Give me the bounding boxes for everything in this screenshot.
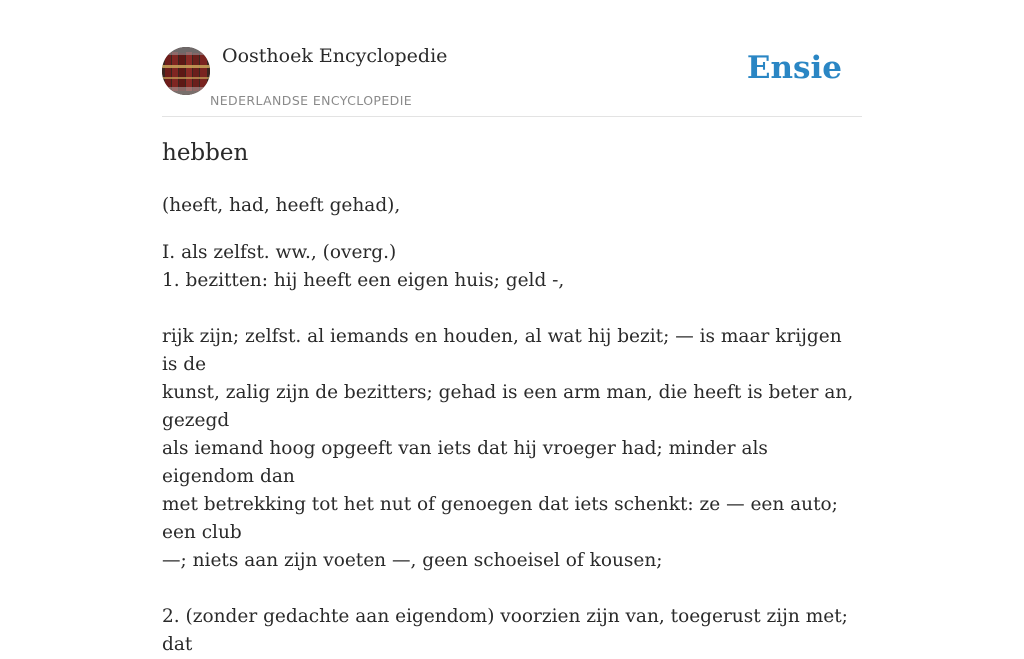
entry-line: 1. bezitten: hij heeft een eigen huis; geld -, xyxy=(162,270,565,291)
entry-line: —; niets aan zijn voeten —, geen schoeisel of kousen; xyxy=(162,550,663,571)
spacer xyxy=(162,295,862,323)
site-header xyxy=(162,0,862,117)
entry-forms: (heeft, had, heeft gehad), xyxy=(162,195,401,216)
spacer xyxy=(162,575,862,603)
entry-line: 2. (zonder gedachte aan eigendom) voorzien zijn van, toegerust zijn met; dat xyxy=(162,606,848,655)
entry-line: als iemand hoog opgeeft van iets dat hij vroeger had; minder als eigendom dan xyxy=(162,438,768,487)
site-title[interactable]: Oosthoek Encyclopedie xyxy=(222,45,448,67)
entry-line: kunst, zalig zijn de bezitters; gehad is een arm man, die heeft is beter an, gezegd xyxy=(162,382,854,431)
entry-body xyxy=(162,192,862,659)
entry-title: hebben xyxy=(162,140,249,166)
ensie-logo-link[interactable]: Ensie xyxy=(746,50,842,86)
entry-line: rijk zijn; zelfst. al iemands en houden, al wat hij bezit; — is maar krijgen is de xyxy=(162,326,842,375)
page-container xyxy=(162,0,862,655)
site-subtitle: NEDERLANDSE ENCYCLOPEDIE xyxy=(210,93,413,108)
entry-line: met betrekking tot het nut of genoegen dat iets schenkt: ze — een auto; een club xyxy=(162,494,838,543)
encyclopedia-books-icon[interactable] xyxy=(162,47,210,95)
entry-line: I. als zelfst. ww., (overg.) xyxy=(162,242,397,263)
